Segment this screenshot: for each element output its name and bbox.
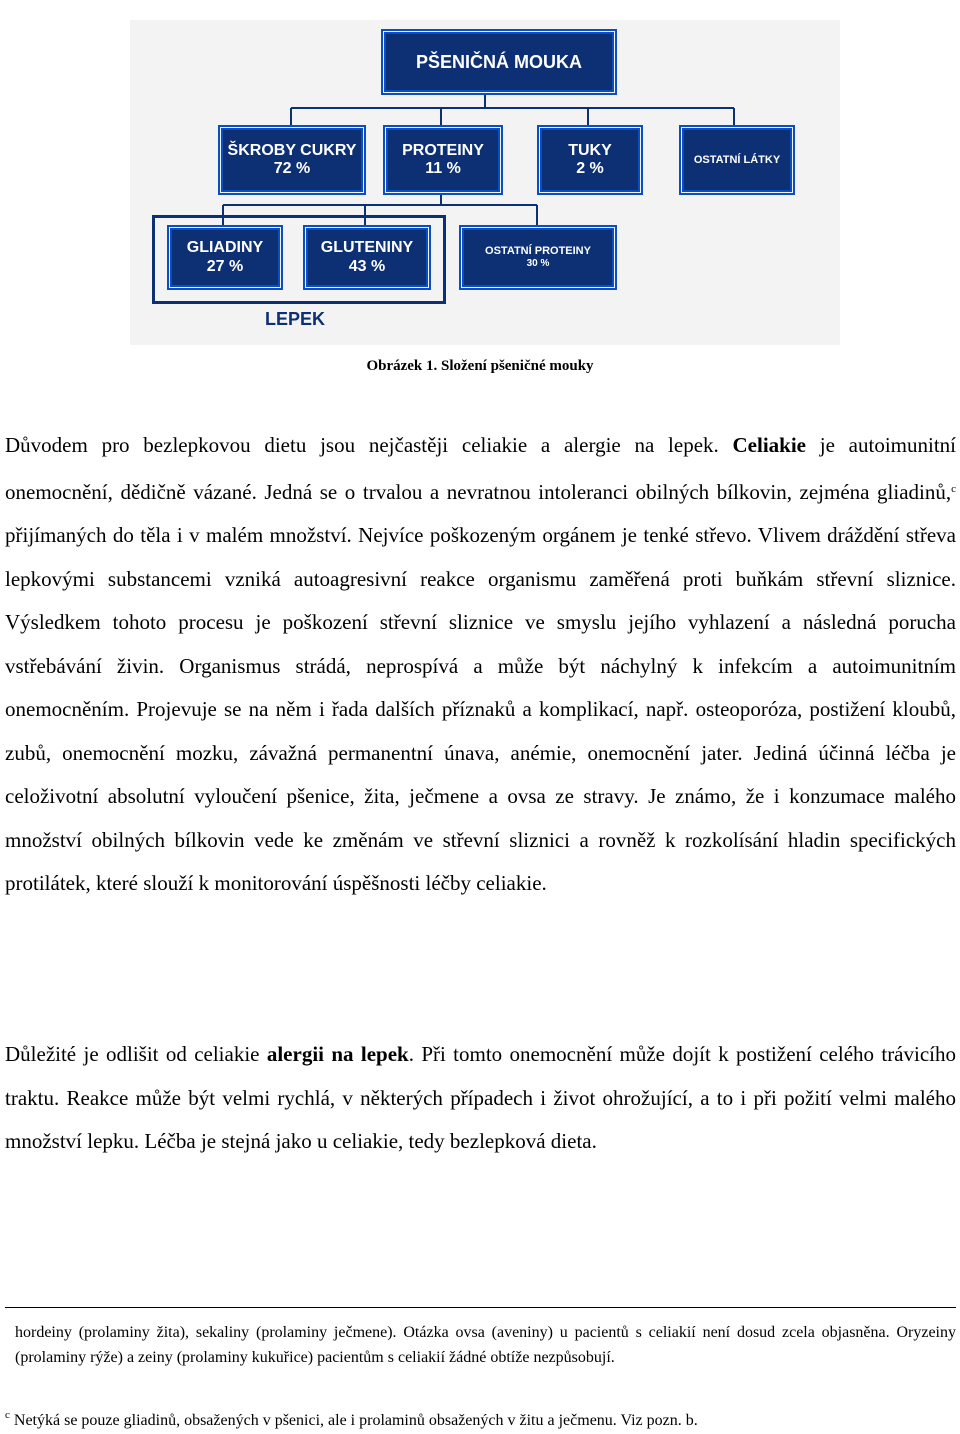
text-run: Důležité je odlišit od celiakie (5, 1042, 267, 1066)
footnote-ref: c (951, 482, 956, 495)
box-title: GLIADINY (186, 239, 264, 257)
wheat-flour-diagram (130, 20, 840, 345)
bold-term-allergy: alergii na lepek (266, 1042, 409, 1066)
box-glutenins (306, 228, 428, 287)
paragraph-allergy (5, 1033, 956, 1164)
box-title: ŠKROBY CUKRY (227, 141, 357, 159)
box-percent: 43 % (348, 257, 386, 275)
box-percent: 72 % (273, 160, 311, 177)
root-box-wheat-flour (384, 32, 614, 92)
box-starch-sugar (221, 128, 363, 192)
box-proteins (386, 128, 500, 192)
text-run: přijímaných do těla i v malém množství. Nejvíce poškozeným orgánem je tenké střevo. Vlivem dráždění střeva lepkovými substancemi vzniká autoagresivní reakce organismu zaměřená proti buňkám střevní sliznice. Výsledkem tohoto procesu je poškození střevní sliznice ve smyslu jejího vyhlazení a následná porucha vstřebávání živin. Organismus strádá, neprospívá a může být náchylný k infekcím a autoimunitním onemocněním. Projevuje se na něm i řada dalších příznaků a komplikací, např. osteoporóza, postižení kloubů, zubů, onemocnění mozku, závažná permanentní únava, anémie, onemocnění jater. Jediná účinná léčba je celoživotní absolutní vyloučení pšenice, žita, ječmene a ovsa ze stravy. Je známo, že i konzumace malého množství obilných bílkovin vede ke změnám ve střevní sliznici a rovněž k rozkolísání hladin specifických protilátek, které slouží k monitorování úspěšnosti léčby celiakie. (5, 523, 956, 895)
bold-term-celiac: Celiakie (732, 433, 807, 457)
footnote-marker: c (5, 1409, 10, 1421)
box-percent: 30 % (526, 258, 550, 270)
text-run: je autoimunitní onemocnění, dědičně vázané. Jedná se o trvalou a nevratnou intoleranci obilných bílkovin, zejména gliadinů, (5, 433, 956, 504)
box-title: GLUTENINY (320, 239, 414, 257)
box-title: PROTEINY (402, 141, 484, 159)
gluten-label: LEPEK (265, 309, 326, 329)
box-other-proteins (462, 228, 614, 287)
footnote-b: hordeiny (prolaminy žita), sekaliny (prolaminy ječmene). Otázka ovsa (aveniny) u pacientů s celiakií není dosud zcela objasněna. Oryzeiny (prolaminy rýže) a zeiny (prolaminy kukuřice) pacientům s celiakií žádné obtíže nezpůsobují. (15, 1324, 956, 1366)
box-percent: 27 % (206, 257, 244, 275)
box-percent: 11 % (425, 160, 461, 177)
footnote-text: Netýká se pouze gliadinů, obsažených v pšenici, ale i prolaminů obsažených v žitu a ječmenu. Viz pozn. b. (9, 1412, 698, 1429)
box-gliadins (170, 228, 280, 287)
paragraph-celiac (5, 424, 956, 906)
box-title: TUKY (568, 141, 612, 159)
root-title: PŠENIČNÁ MOUKA (415, 51, 582, 72)
box-percent: 2 % (576, 160, 604, 177)
box-title: OSTATNÍ LÁTKY (693, 153, 781, 166)
box-other-substances (682, 128, 792, 192)
footnote-separator (5, 1307, 956, 1308)
text-run: . Při tomto onemocnění může dojít k postižení celého trávicího traktu. Reakce může být velmi rychlá, v některých případech i život ohrožující, a to i při požití velmi malého množství lepku. Léčba je stejná jako u celiakie, tedy bezlepková dieta. (5, 1042, 956, 1153)
box-fats (540, 128, 640, 192)
figure-caption: Obrázek 1. Složení pšeničné mouky (366, 358, 594, 374)
text-run: Důvodem pro bezlepkovou dietu jsou nejčastěji celiakie a alergie na lepek. (5, 433, 733, 457)
box-title: OSTATNÍ PROTEINY (485, 245, 591, 258)
